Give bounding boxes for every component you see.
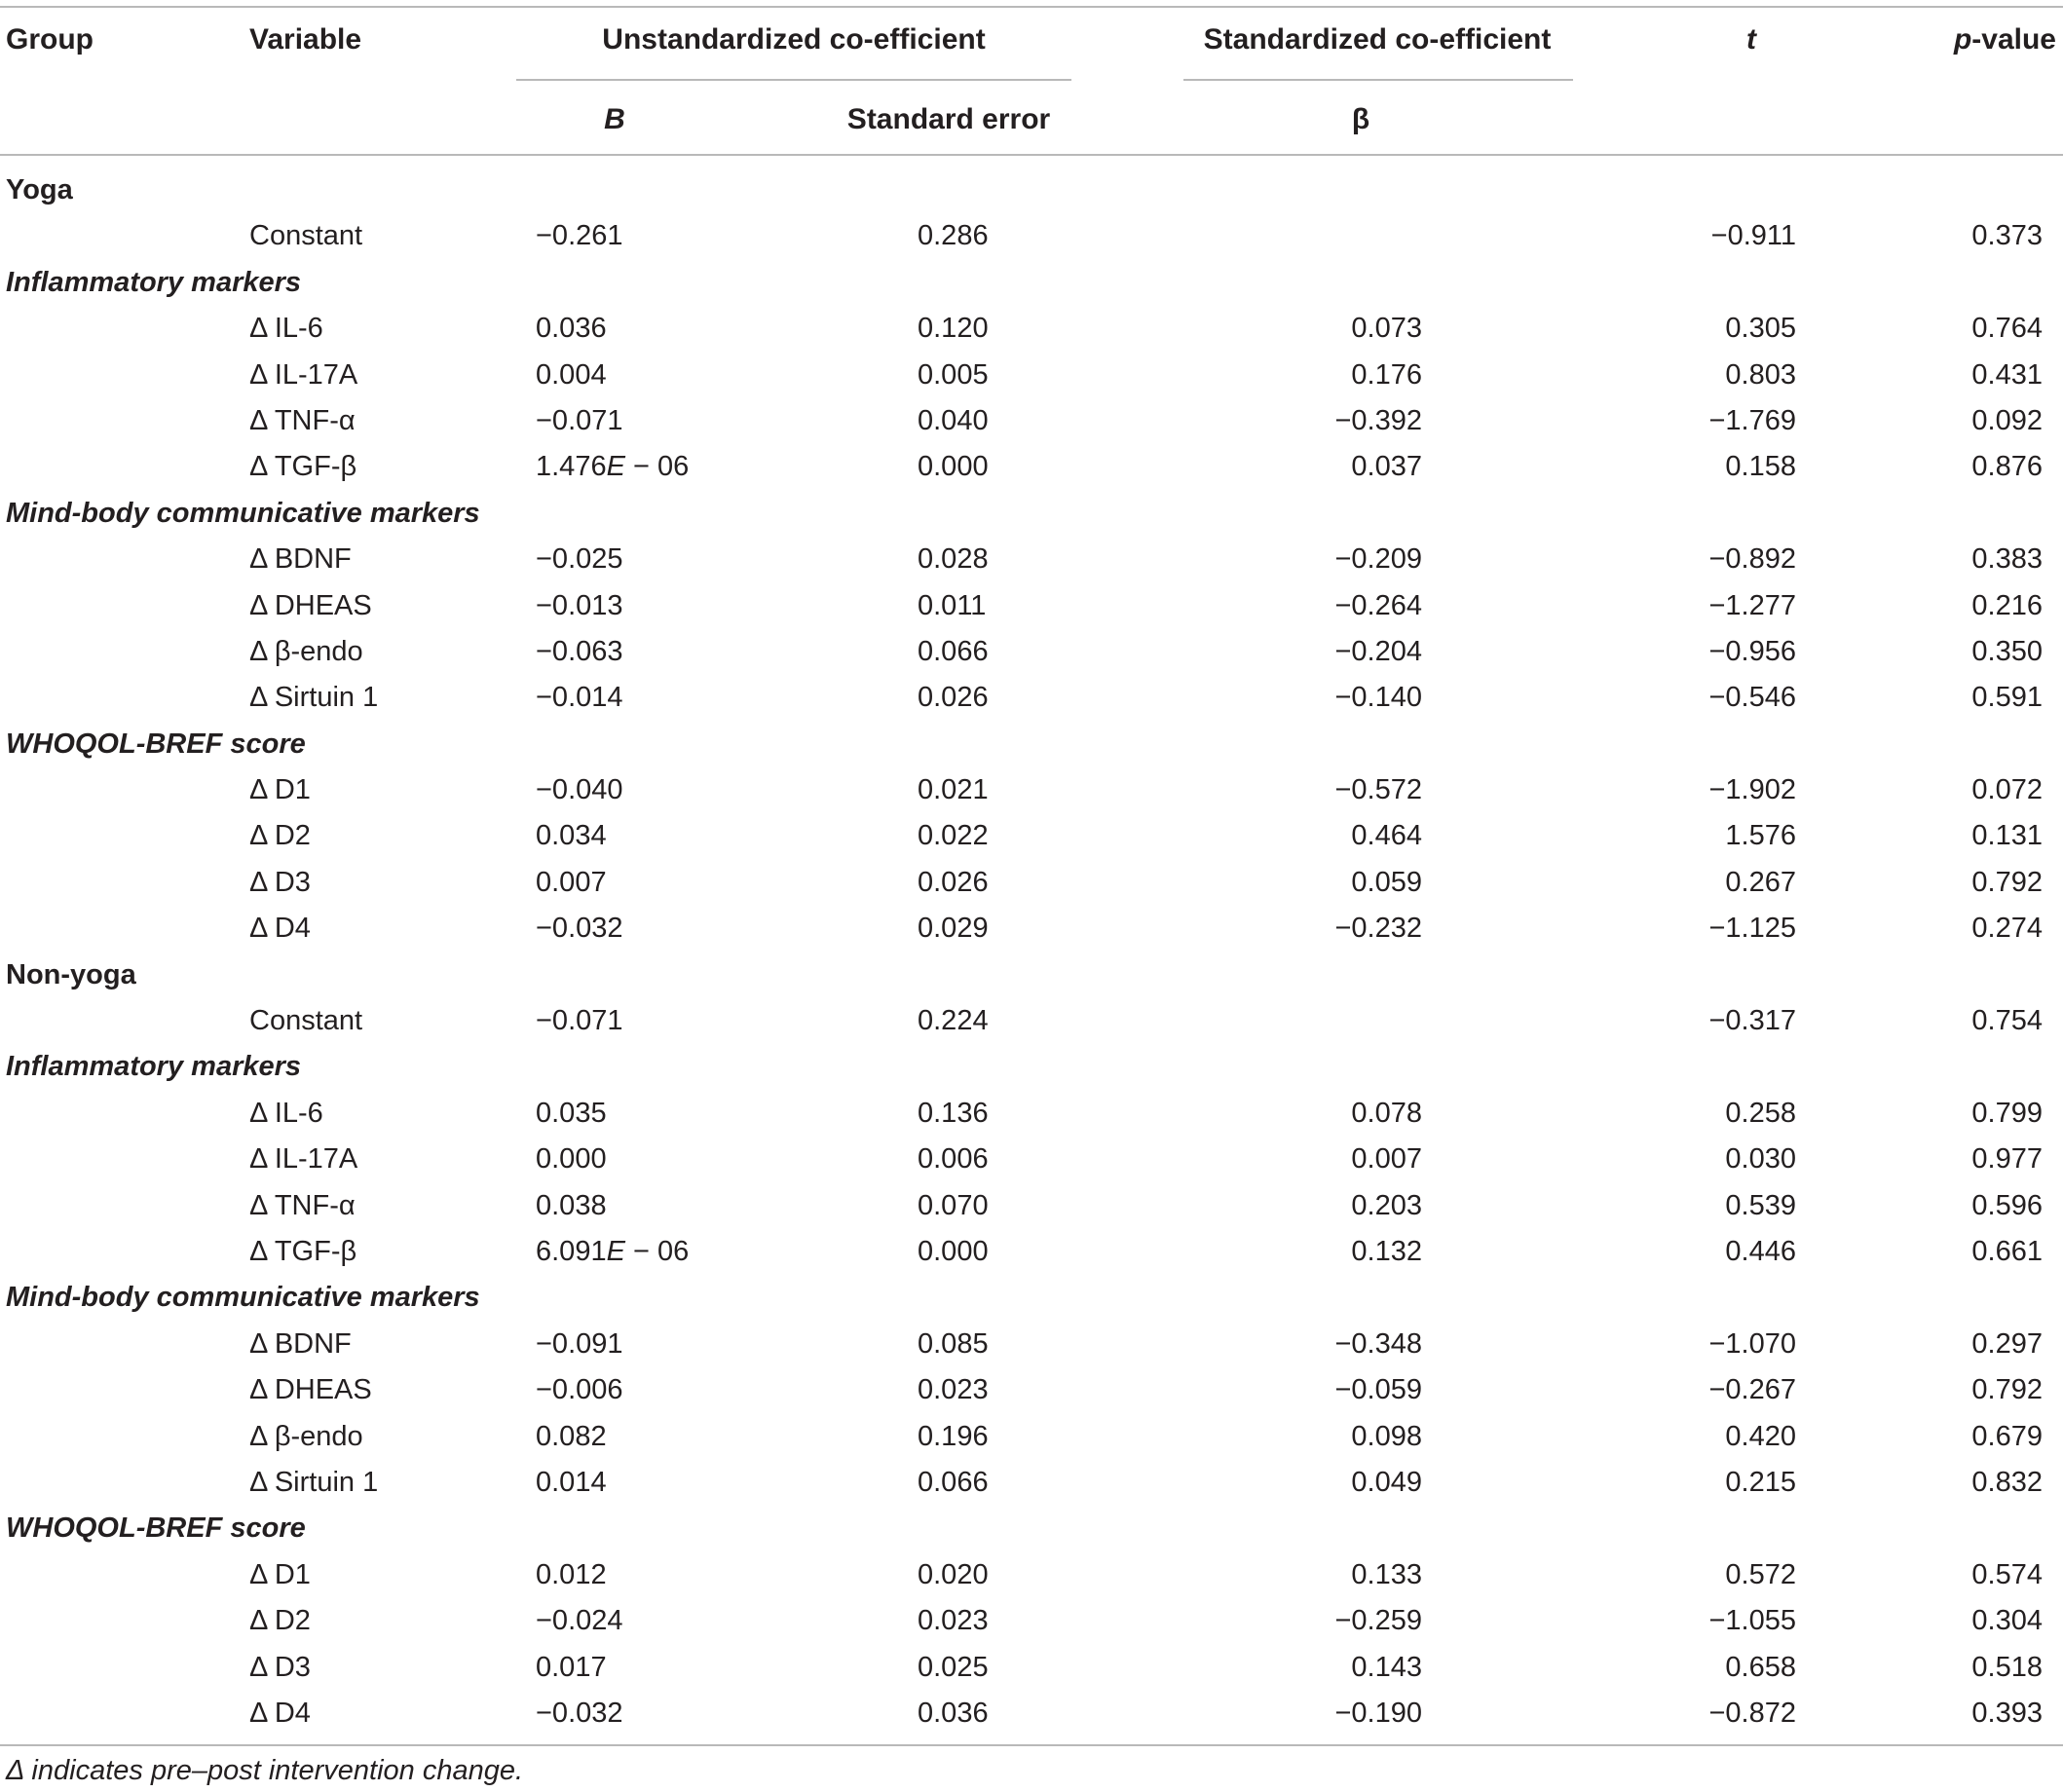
beta-cell: −0.232 <box>1334 913 1422 945</box>
t-cell: −0.317 <box>1708 1005 1796 1037</box>
p-value-cell: 0.072 <box>1971 774 2043 806</box>
t-cell: 0.030 <box>1725 1143 1796 1176</box>
t-cell: −0.267 <box>1708 1374 1796 1406</box>
standard-error-cell: 0.040 <box>918 404 989 436</box>
variable-cell: Δ Sirtuin 1 <box>249 1466 379 1498</box>
beta-cell: 0.203 <box>1351 1189 1422 1221</box>
p-value-cell: 0.431 <box>1971 358 2043 391</box>
variable-cell: Δ TNF-α <box>249 404 356 436</box>
variable-cell: Δ Sirtuin 1 <box>249 682 379 714</box>
t-cell: 0.572 <box>1725 1558 1796 1590</box>
b-cell: 6.091E − 06 <box>536 1235 690 1267</box>
table-row <box>0 1229 2063 1275</box>
table-row <box>0 353 2063 398</box>
header-p-value <box>1954 23 2056 56</box>
beta-cell: −0.190 <box>1334 1697 1422 1729</box>
standard-error-cell: 0.022 <box>918 820 989 852</box>
p-value-cell: 0.764 <box>1971 313 2043 345</box>
beta-cell: 0.073 <box>1351 313 1422 345</box>
beta-cell: −0.264 <box>1334 589 1422 621</box>
variable-cell: Δ DHEAS <box>249 1374 372 1406</box>
beta-cell: 0.176 <box>1351 358 1422 391</box>
group-label: Non-yoga <box>6 958 136 990</box>
p-value-cell: 0.596 <box>1971 1189 2043 1221</box>
beta-cell: −0.572 <box>1334 774 1422 806</box>
beta-cell: 0.133 <box>1351 1558 1422 1590</box>
section-row <box>0 722 2063 767</box>
p-value-cell: 0.792 <box>1971 866 2043 898</box>
b-cell: −0.071 <box>536 404 623 436</box>
standardized-subrule <box>1183 79 1573 81</box>
p-value-cell: 0.383 <box>1971 543 2043 576</box>
beta-cell: −0.140 <box>1334 682 1422 714</box>
section-label: Mind-body communicative markers <box>6 1282 480 1314</box>
t-cell: 0.446 <box>1725 1235 1796 1267</box>
beta-cell: −0.348 <box>1334 1327 1422 1360</box>
variable-cell: Δ β-endo <box>249 635 363 667</box>
standard-error-cell: 0.000 <box>918 1235 989 1267</box>
standard-error-cell: 0.028 <box>918 543 989 576</box>
standard-error-cell: 0.023 <box>918 1605 989 1637</box>
b-cell: 0.036 <box>536 313 607 345</box>
p-value-cell: 0.754 <box>1971 1005 2043 1037</box>
table-row <box>0 1552 2063 1598</box>
table-row <box>0 1691 2063 1736</box>
variable-cell: Δ TGF-β <box>249 451 357 483</box>
b-cell: 0.007 <box>536 866 607 898</box>
standard-error-cell: 0.120 <box>918 313 989 345</box>
group-row <box>0 952 2063 998</box>
table-row <box>0 998 2063 1044</box>
variable-cell: Δ TGF-β <box>249 1235 357 1267</box>
t-cell: −0.911 <box>1710 220 1796 252</box>
section-row <box>0 1275 2063 1321</box>
standard-error-cell: 0.025 <box>918 1651 989 1683</box>
section-label: WHOQOL-BREF score <box>6 1512 306 1545</box>
t-cell: 0.803 <box>1725 358 1796 391</box>
standard-error-cell: 0.224 <box>918 1005 989 1037</box>
variable-cell: Δ IL-17A <box>249 358 358 391</box>
t-cell: −0.546 <box>1708 682 1796 714</box>
t-cell: −0.892 <box>1708 543 1796 576</box>
p-value-cell: 0.297 <box>1971 1327 2043 1360</box>
b-cell: 0.012 <box>536 1558 607 1590</box>
p-value-cell: 0.393 <box>1971 1697 2043 1729</box>
t-cell: 0.658 <box>1725 1651 1796 1683</box>
p-value-cell: 0.679 <box>1971 1420 2043 1452</box>
table-row <box>0 813 2063 859</box>
beta-cell: 0.143 <box>1351 1651 1422 1683</box>
b-cell: −0.006 <box>536 1374 623 1406</box>
b-cell: −0.063 <box>536 635 623 667</box>
group-label: Yoga <box>6 174 73 205</box>
standard-error-cell: 0.005 <box>918 358 989 391</box>
t-cell: 0.267 <box>1725 866 1796 898</box>
header-unstandardized: Unstandardized co-efficient <box>602 23 986 56</box>
p-value-cell: 0.131 <box>1971 820 2043 852</box>
b-cell: 0.000 <box>536 1143 607 1176</box>
variable-cell: Δ D3 <box>249 866 311 898</box>
table-row <box>0 1322 2063 1367</box>
header-b: B <box>604 103 625 135</box>
t-cell: 1.576 <box>1725 820 1796 852</box>
header-t: t <box>1746 23 1756 56</box>
variable-cell: Constant <box>249 220 363 252</box>
beta-cell: 0.098 <box>1351 1420 1422 1452</box>
standard-error-cell: 0.029 <box>918 913 989 945</box>
standard-error-cell: 0.023 <box>918 1374 989 1406</box>
b-cell: 0.038 <box>536 1189 607 1221</box>
standard-error-cell: 0.021 <box>918 774 989 806</box>
standard-error-cell: 0.286 <box>918 220 989 252</box>
table-row <box>0 767 2063 813</box>
table-top-rule <box>0 6 2063 8</box>
p-value-cell: 0.977 <box>1971 1143 2043 1176</box>
table-row <box>0 675 2063 721</box>
variable-cell: Δ D3 <box>249 1651 311 1683</box>
p-value-cell: 0.274 <box>1971 913 2043 945</box>
variable-cell: Δ D1 <box>249 1558 311 1590</box>
b-cell: 1.476E − 06 <box>536 451 690 483</box>
p-value-cell: 0.092 <box>1971 404 2043 436</box>
table-bottom-rule <box>0 1744 2063 1746</box>
beta-cell: 0.078 <box>1351 1097 1422 1129</box>
table-row <box>0 583 2063 629</box>
variable-cell: Δ D4 <box>249 913 311 945</box>
standard-error-cell: 0.036 <box>918 1697 989 1729</box>
standard-error-cell: 0.066 <box>918 1466 989 1498</box>
section-row <box>0 260 2063 306</box>
standard-error-cell: 0.000 <box>918 451 989 483</box>
variable-cell: Δ D4 <box>249 1697 311 1729</box>
p-value-cell: 0.304 <box>1971 1605 2043 1637</box>
standard-error-cell: 0.085 <box>918 1327 989 1360</box>
standard-error-cell: 0.196 <box>918 1420 989 1452</box>
b-cell: −0.014 <box>536 682 623 714</box>
beta-cell: −0.059 <box>1334 1374 1422 1406</box>
b-cell: −0.024 <box>536 1605 623 1637</box>
standard-error-cell: 0.026 <box>918 682 989 714</box>
header-p-italic: p <box>1953 23 1972 56</box>
b-cell: −0.040 <box>536 774 623 806</box>
standard-error-cell: 0.026 <box>918 866 989 898</box>
t-cell: −1.902 <box>1708 774 1796 806</box>
table-row <box>0 629 2063 675</box>
variable-cell: Δ D2 <box>249 820 311 852</box>
beta-cell: −0.259 <box>1334 1605 1422 1637</box>
p-value-cell: 0.574 <box>1971 1558 2043 1590</box>
header-p-rest: -value <box>1971 23 2056 56</box>
table-row <box>0 444 2063 490</box>
header-group: Group <box>6 23 94 56</box>
b-cell: −0.261 <box>536 220 623 252</box>
header-standardized: Standardized co-efficient <box>1203 23 1552 56</box>
t-cell: −0.956 <box>1708 635 1796 667</box>
variable-cell: Δ IL-6 <box>249 1097 323 1129</box>
t-cell: 0.305 <box>1725 313 1796 345</box>
beta-cell: −0.204 <box>1334 635 1422 667</box>
variable-cell: Δ TNF-α <box>249 1189 356 1221</box>
beta-cell: 0.037 <box>1351 451 1422 483</box>
variable-cell: Δ β-endo <box>249 1420 363 1452</box>
p-value-cell: 0.373 <box>1971 220 2043 252</box>
p-value-cell: 0.792 <box>1971 1374 2043 1406</box>
b-cell: 0.082 <box>536 1420 607 1452</box>
variable-cell: Δ D1 <box>249 774 311 806</box>
p-value-cell: 0.799 <box>1971 1097 2043 1129</box>
header-standard-error: Standard error <box>846 103 1051 135</box>
standard-error-cell: 0.066 <box>918 635 989 667</box>
b-cell: 0.017 <box>536 1651 607 1683</box>
beta-cell: −0.209 <box>1334 543 1422 576</box>
section-label: Mind-body communicative markers <box>6 497 480 529</box>
b-cell: −0.071 <box>536 1005 623 1037</box>
standard-error-cell: 0.136 <box>918 1097 989 1129</box>
table-row <box>0 306 2063 352</box>
p-value-cell: 0.350 <box>1971 635 2043 667</box>
beta-cell: 0.132 <box>1351 1235 1422 1267</box>
table-row <box>0 398 2063 444</box>
standard-error-cell: 0.006 <box>918 1143 989 1176</box>
p-value-cell: 0.661 <box>1971 1235 2043 1267</box>
t-cell: 0.158 <box>1725 451 1796 483</box>
section-row <box>0 1044 2063 1090</box>
beta-cell: 0.464 <box>1351 820 1422 852</box>
table-row <box>0 1183 2063 1229</box>
p-value-cell: 0.518 <box>1971 1651 2043 1683</box>
table-row <box>0 1414 2063 1460</box>
table-row <box>0 1598 2063 1644</box>
t-cell: −0.872 <box>1708 1697 1796 1729</box>
variable-cell: Δ DHEAS <box>249 589 372 621</box>
section-row <box>0 491 2063 537</box>
t-cell: −1.125 <box>1708 913 1796 945</box>
table-row <box>0 1091 2063 1137</box>
b-cell: −0.013 <box>536 589 623 621</box>
beta-cell: 0.049 <box>1351 1466 1422 1498</box>
standard-error-cell: 0.020 <box>918 1558 989 1590</box>
table-row <box>0 860 2063 906</box>
variable-cell: Δ IL-6 <box>249 313 323 345</box>
p-value-cell: 0.876 <box>1971 451 2043 483</box>
b-cell: −0.032 <box>536 1697 623 1729</box>
p-value-cell: 0.832 <box>1971 1466 2043 1498</box>
table-row <box>0 1367 2063 1413</box>
group-row <box>0 168 2063 213</box>
variable-cell: Δ D2 <box>249 1605 311 1637</box>
table-row <box>0 1137 2063 1182</box>
t-cell: 0.539 <box>1725 1189 1796 1221</box>
b-cell: −0.025 <box>536 543 623 576</box>
table-row <box>0 1645 2063 1691</box>
footnote: Δ indicates pre–post intervention change. <box>6 1755 524 1786</box>
t-cell: −1.055 <box>1708 1605 1796 1637</box>
header-variable: Variable <box>249 23 362 56</box>
variable-cell: Δ IL-17A <box>249 1143 358 1176</box>
header-beta: β <box>1351 103 1370 135</box>
t-cell: 0.215 <box>1725 1466 1796 1498</box>
beta-cell: −0.392 <box>1334 404 1422 436</box>
b-cell: −0.032 <box>536 913 623 945</box>
section-row <box>0 1506 2063 1551</box>
section-label: WHOQOL-BREF score <box>6 728 306 760</box>
b-cell: 0.014 <box>536 1466 607 1498</box>
t-cell: 0.420 <box>1725 1420 1796 1452</box>
variable-cell: Constant <box>249 1005 363 1037</box>
variable-cell: Δ BDNF <box>249 543 352 576</box>
table-row <box>0 537 2063 582</box>
beta-cell: 0.007 <box>1351 1143 1422 1176</box>
table-row <box>0 1460 2063 1506</box>
variable-cell: Δ BDNF <box>249 1327 352 1360</box>
standard-error-cell: 0.011 <box>918 589 987 621</box>
table-body <box>0 168 2063 1736</box>
header-bottom-rule <box>0 154 2063 156</box>
b-cell: 0.004 <box>536 358 607 391</box>
p-value-cell: 0.591 <box>1971 682 2043 714</box>
b-cell: 0.034 <box>536 820 607 852</box>
t-cell: −1.070 <box>1708 1327 1796 1360</box>
b-cell: 0.035 <box>536 1097 607 1129</box>
unstandardized-subrule <box>516 79 1071 81</box>
table-row <box>0 906 2063 952</box>
section-label: Inflammatory markers <box>6 266 302 298</box>
t-cell: 0.258 <box>1725 1097 1796 1129</box>
t-cell: −1.769 <box>1708 404 1796 436</box>
beta-cell: 0.059 <box>1351 866 1422 898</box>
section-label: Inflammatory markers <box>6 1051 302 1083</box>
t-cell: −1.277 <box>1708 589 1796 621</box>
table-row <box>0 213 2063 259</box>
standard-error-cell: 0.070 <box>918 1189 989 1221</box>
p-value-cell: 0.216 <box>1971 589 2043 621</box>
b-cell: −0.091 <box>536 1327 623 1360</box>
